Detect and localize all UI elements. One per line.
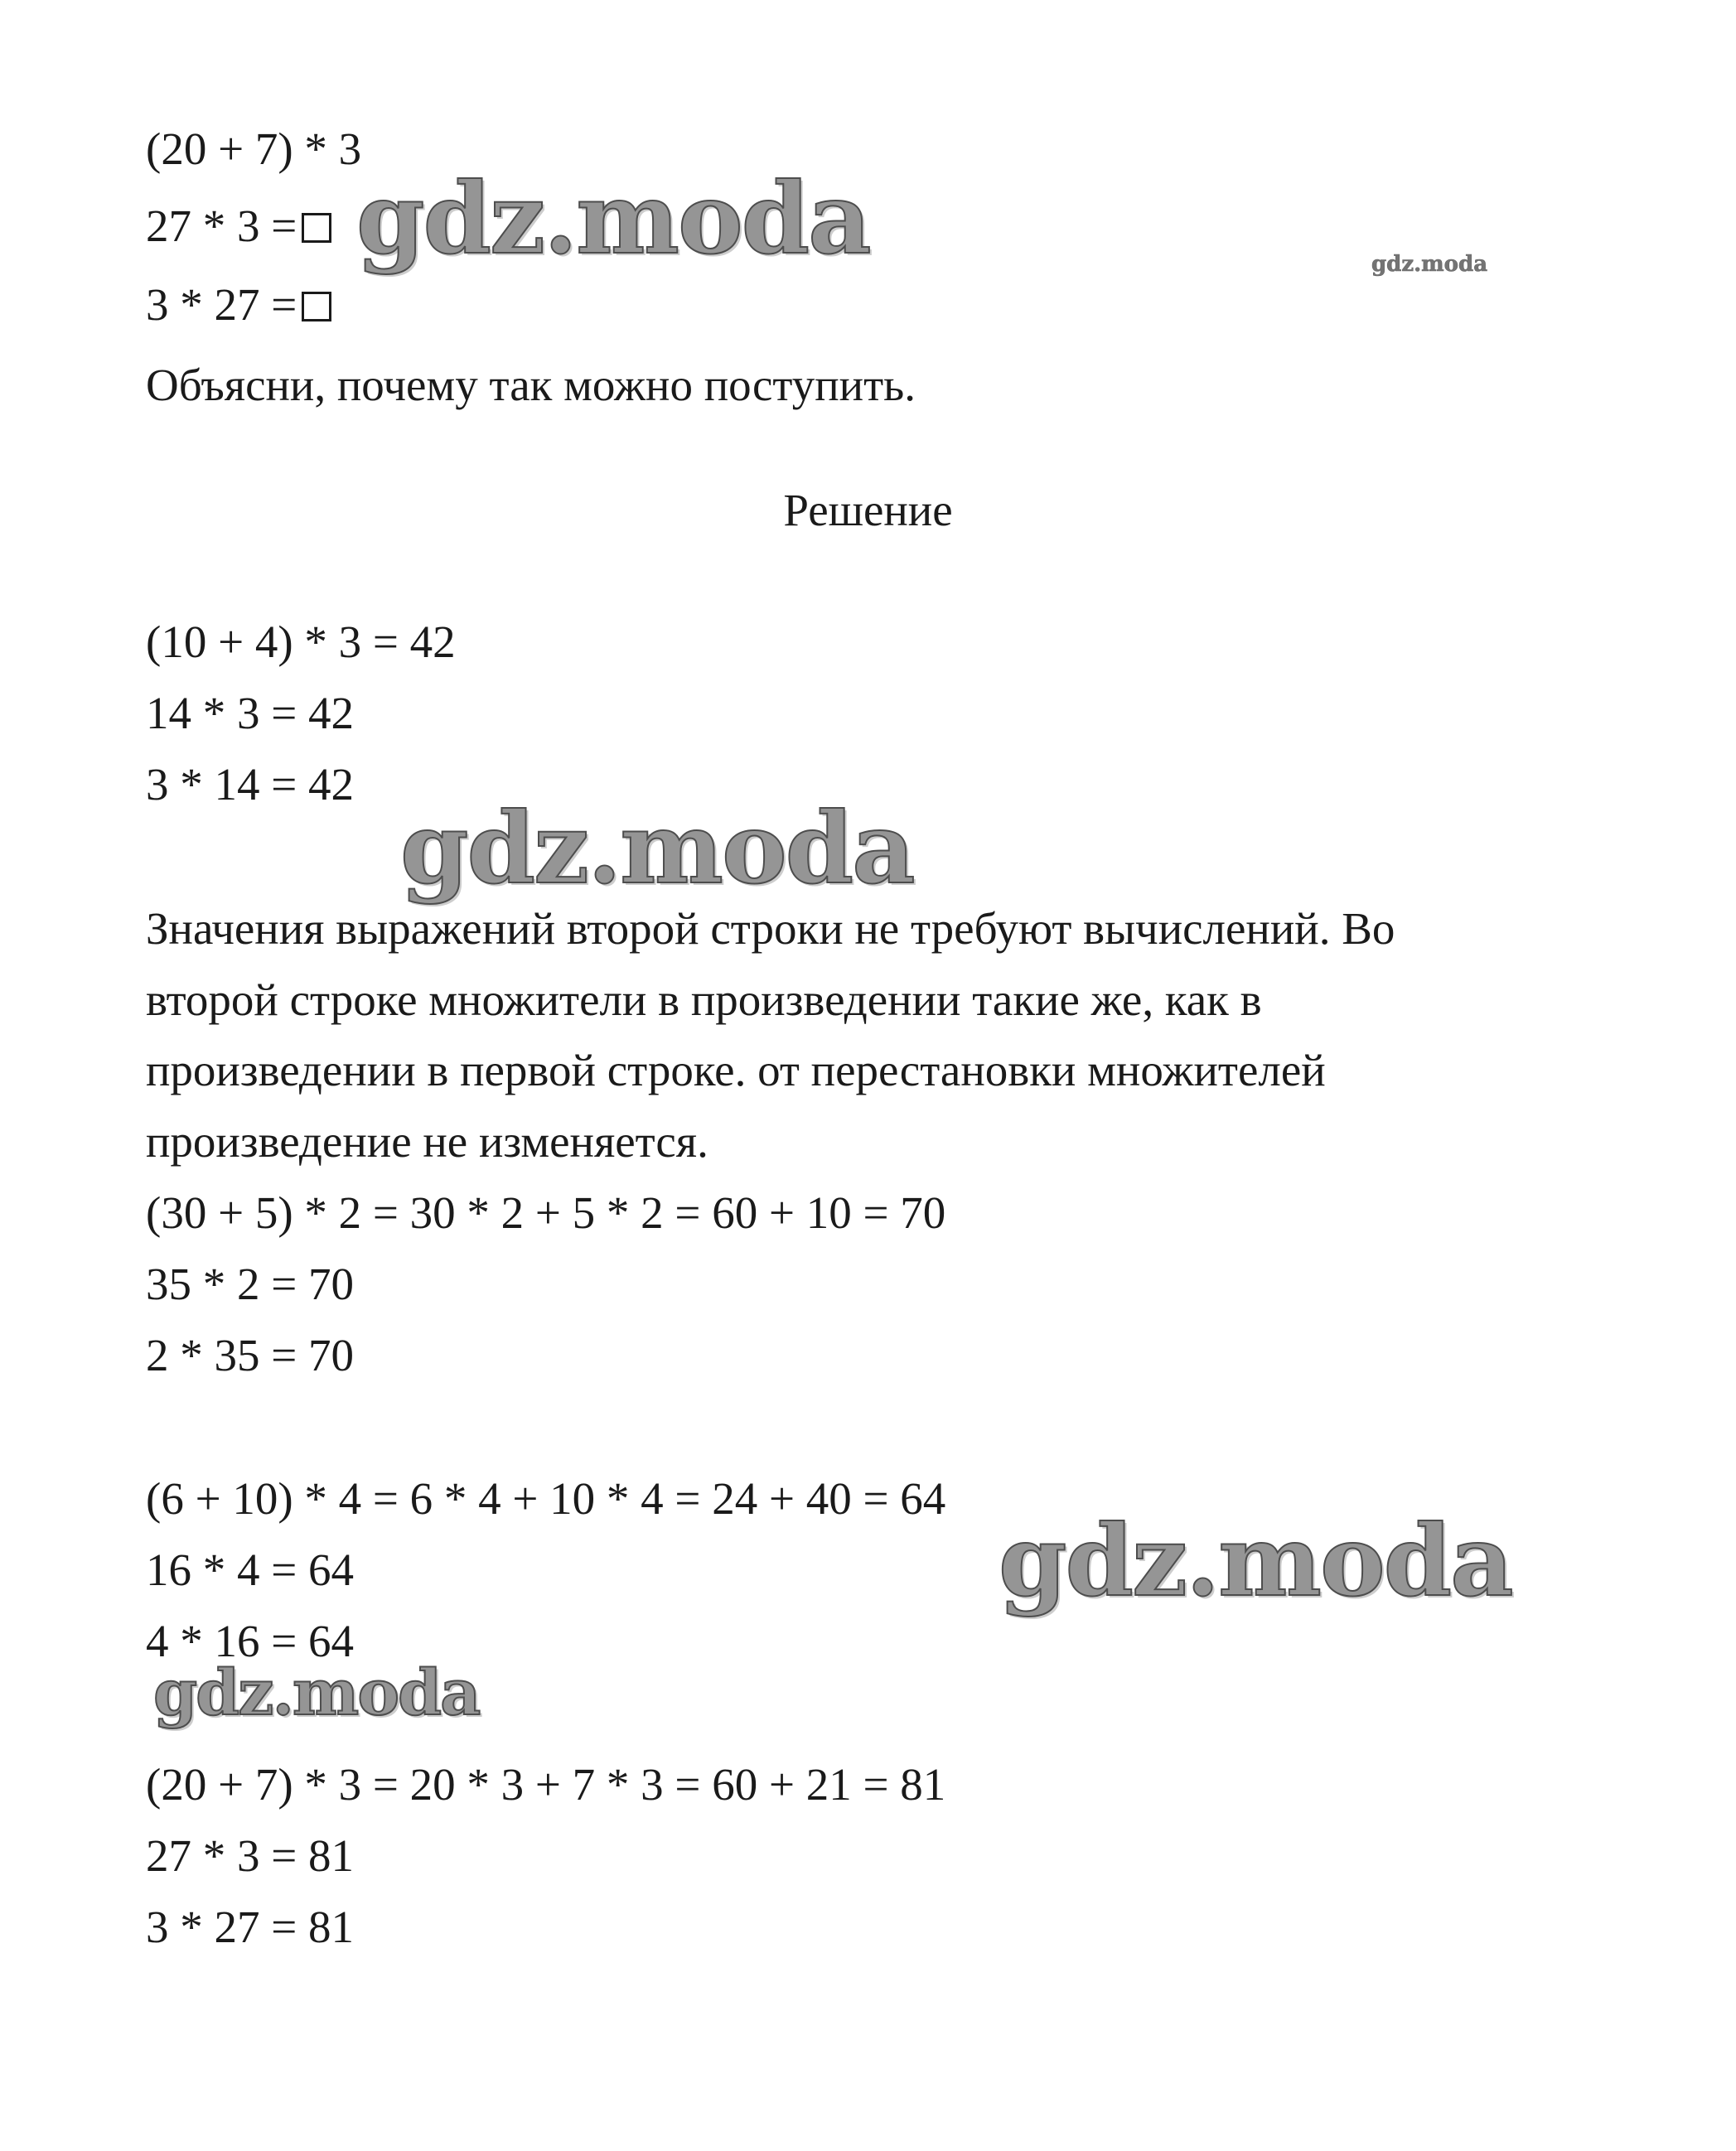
solution-line: 16 * 4 = 64 — [146, 1544, 355, 1595]
solution-line: (10 + 4) * 3 = 42 — [146, 616, 456, 667]
explanation-line: произведение не изменяется. — [146, 1116, 708, 1167]
solution-line: 2 * 35 = 70 — [146, 1330, 355, 1380]
watermark: gdz.moda — [153, 1656, 480, 1729]
watermark: gdz.moda — [356, 161, 870, 276]
solution-line: 27 * 3 = 81 — [146, 1830, 355, 1881]
answer-box — [302, 292, 331, 321]
watermark: gdz.moda — [400, 790, 914, 906]
task-line-3 — [146, 279, 331, 330]
task-line-2 — [146, 203, 331, 249]
watermark: gdz.moda — [1371, 252, 1488, 277]
solution-line: (20 + 7) * 3 = 20 * 3 + 7 * 3 = 60 + 21 = 81 — [146, 1759, 946, 1810]
explanation-line: Значения выражений второй строки не требуют вычислений. Во — [146, 903, 1395, 954]
explanation-line: произведении в первой строке. от перестановки множителей — [146, 1045, 1326, 1095]
solution-line: 3 * 27 = 81 — [146, 1902, 355, 1952]
task-line-2-text: 27 * 3 = — [146, 201, 297, 251]
task-question: Объясни, почему так можно поступить. — [146, 360, 916, 410]
solution-line: 14 * 3 = 42 — [146, 688, 355, 738]
watermark: gdz.moda — [999, 1503, 1512, 1618]
answer-box — [302, 213, 331, 243]
solution-line: (30 + 5) * 2 = 30 * 2 + 5 * 2 = 60 + 10 = 70 — [146, 1187, 946, 1238]
solution-line: 35 * 2 = 70 — [146, 1259, 355, 1309]
task-line-3-text: 3 * 27 = — [146, 279, 297, 330]
solution-line: 4 * 16 = 64 — [146, 1616, 355, 1666]
solution-heading: Решение — [783, 485, 953, 535]
task-line-1: (20 + 7) * 3 — [146, 123, 362, 174]
solution-line: 3 * 14 = 42 — [146, 759, 355, 810]
explanation-line: второй строке множители в произведении такие же, как в — [146, 974, 1262, 1025]
solution-line: (6 + 10) * 4 = 6 * 4 + 10 * 4 = 24 + 40 = 64 — [146, 1473, 946, 1524]
